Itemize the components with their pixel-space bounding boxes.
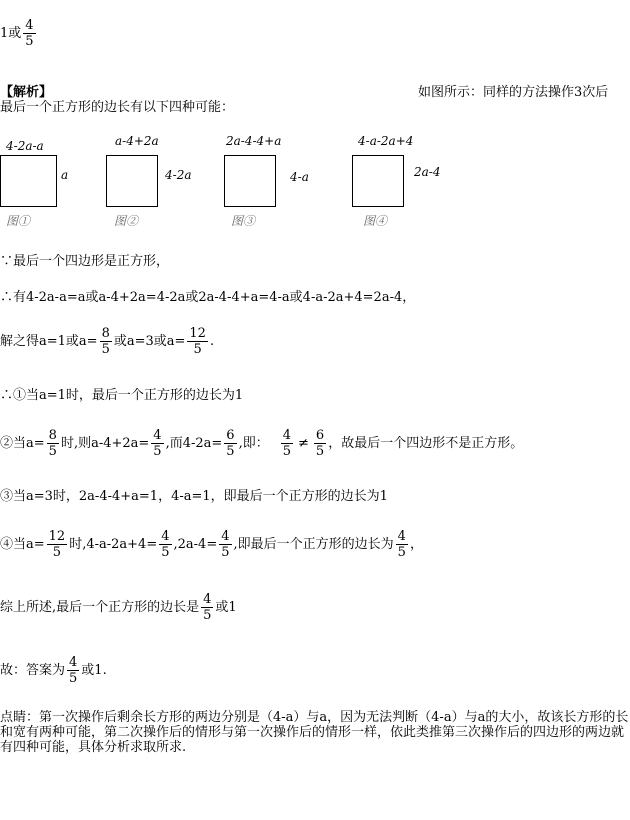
fraction-numerator: 8 (101, 326, 110, 341)
fraction-numerator: 4 (203, 592, 212, 607)
fraction-numerator: 12 (189, 326, 206, 341)
line-8-text: 综上所述,最后一个正方形的边长是 (0, 599, 200, 615)
line-7-text: ,即最后一个正方形的边长为 (233, 536, 394, 552)
fraction-numerator: 4 (153, 428, 162, 443)
line-9-text: 故：答案为 (0, 662, 66, 678)
fraction-denominator: 5 (153, 444, 162, 459)
fraction-denominator: 5 (101, 342, 110, 357)
line-3-text: 解之得a=1或a= (0, 333, 98, 349)
fraction-denominator: 5 (52, 545, 62, 560)
figure-4-side-label: 2a-4 (414, 165, 441, 179)
fraction-denominator: 5 (315, 444, 325, 459)
fraction-denominator: 5 (161, 545, 170, 560)
figure-1-caption: 图① (6, 214, 31, 228)
fraction (314, 428, 326, 459)
fraction (159, 529, 171, 560)
fraction-numerator: 4 (221, 529, 230, 544)
line-9-text: 或1. (81, 662, 107, 678)
line-8 (0, 592, 237, 623)
fraction (224, 428, 236, 459)
answer-fraction (23, 18, 35, 49)
figure-note: 如图所示：同样的方法操作3次后 (418, 85, 609, 100)
not-equal-sign: ≠ (298, 435, 309, 451)
fraction-numerator: 6 (226, 428, 235, 443)
figure-4-top-label: 4-a-2a+4 (358, 134, 414, 148)
tip-note: 点睛：第一次操作后剩余长方形的两边分别是（4-a）与a，因为无法判断（4-a）与a的大小，故该长方形的长和宽有两种可能，第二次操作后的情形与第一次操作后的情形一样，依此类推第三次操作后的四边形的两边就有四种可能，具体分析求取所求. (0, 710, 629, 755)
line-5-text: ,而4-2a= (165, 435, 223, 451)
answer (0, 18, 38, 49)
figure-3-top-label: 2a-4-4+a (226, 134, 282, 148)
fraction (100, 326, 112, 357)
line-3 (0, 326, 214, 357)
fraction (47, 428, 59, 459)
fraction-numerator: 4 (69, 655, 78, 670)
figure-1-square (0, 155, 57, 207)
fraction-denominator: 5 (48, 444, 57, 459)
figure-1-top-label: 4-2a-a (6, 139, 44, 153)
fraction-numerator: 4 (161, 529, 170, 544)
fraction (201, 592, 213, 623)
fraction-denominator: 5 (226, 444, 235, 459)
fraction-numerator: 12 (48, 529, 66, 544)
figure-2-side-label: 4-2a (165, 168, 192, 182)
fraction-denominator: 5 (221, 545, 230, 560)
line-4: ∴①当a=1时，最后一个正方形的边长为1 (0, 388, 244, 403)
fraction-numerator: 6 (315, 428, 325, 443)
fraction-numerator: 8 (48, 428, 57, 443)
fraction (187, 326, 208, 357)
line-3-text: 或a=3或a= (113, 333, 186, 349)
fraction (396, 529, 408, 560)
figure-1-side-label: a (61, 168, 69, 182)
line-2: ∴有4-2a-a=a或a-4+2a=4-2a或2a-4-4+a=4-a或4-a-2a+4=2a-4， (0, 290, 416, 305)
intro-text: 最后一个正方形的边长有以下四种可能： (0, 100, 235, 115)
line-8-text: 或1 (215, 599, 237, 615)
line-5 (0, 428, 523, 459)
fraction-numerator: 4 (25, 18, 34, 33)
fraction (281, 428, 293, 459)
fraction (67, 655, 79, 686)
fraction (47, 529, 68, 560)
fraction (151, 428, 163, 459)
line-7 (0, 529, 423, 560)
fraction-denominator: 5 (282, 444, 291, 459)
figure-2-square (106, 155, 158, 207)
line-7-text: ,2a-4= (173, 536, 218, 552)
figure-3-square (224, 155, 276, 207)
fraction-denominator: 5 (203, 608, 212, 623)
line-7-text: ④当a= (0, 536, 45, 552)
figure-2-caption: 图② (114, 214, 139, 228)
line-5-text: 时,则a-4+2a= (60, 435, 150, 451)
answer-prefix: 1或 (0, 25, 22, 41)
figure-4-square (352, 155, 404, 207)
figure-3-caption: 图③ (231, 214, 256, 228)
analysis-heading: 【解析】 (0, 85, 53, 100)
line-5-text: ,即： (238, 435, 269, 451)
line-7-text: ， (409, 536, 423, 552)
fraction-numerator: 4 (397, 529, 406, 544)
figure-2-top-label: a-4+2a (115, 134, 159, 148)
figure-3-side-label: 4-a (290, 170, 309, 184)
line-6: ③当a=3时，2a-4-4+a=1，4-a=1，即最后一个正方形的边长为1 (0, 489, 388, 504)
fraction-denominator: 5 (69, 671, 78, 686)
fraction-denominator: 5 (193, 342, 202, 357)
line-1: ∵最后一个四边形是正方形， (0, 254, 170, 269)
fraction (219, 529, 231, 560)
line-5-text: ，故最后一个四边形不是正方形。 (328, 435, 524, 451)
fraction-denominator: 5 (397, 545, 406, 560)
fraction-denominator: 5 (25, 34, 34, 49)
line-3-text: . (209, 333, 215, 349)
line-9 (0, 655, 107, 686)
fraction-numerator: 4 (282, 428, 291, 443)
line-5-text: ②当a= (0, 435, 45, 451)
figure-4-caption: 图④ (363, 214, 388, 228)
line-7-text: 时,4-a-2a+4= (69, 536, 158, 552)
